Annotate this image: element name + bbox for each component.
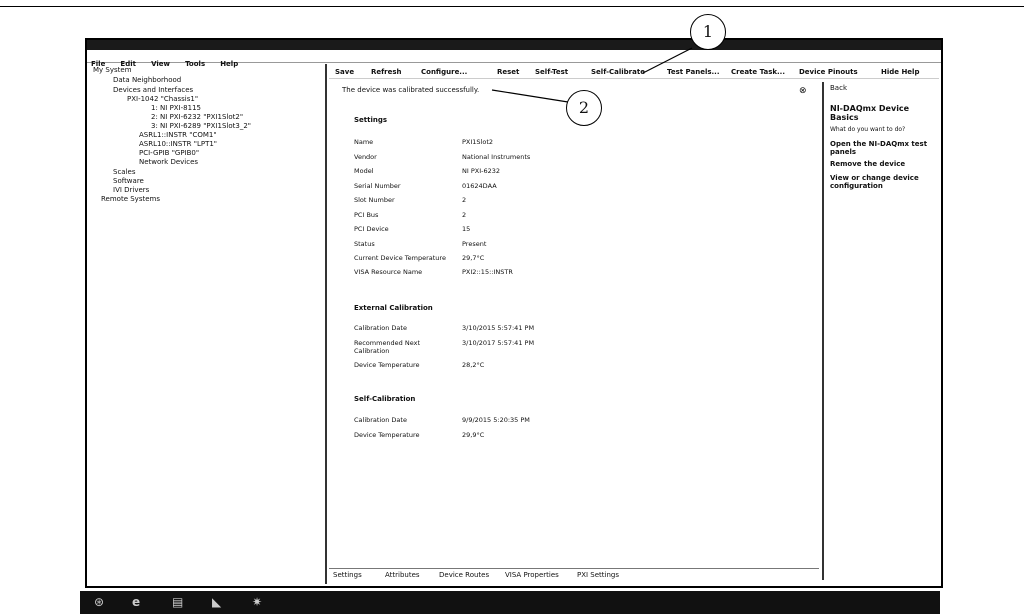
property-value: 01624DAA bbox=[462, 182, 497, 190]
calibration-success-message: The device was calibrated successfully. bbox=[342, 86, 480, 94]
tab-settings[interactable]: Settings bbox=[333, 571, 362, 579]
property-value: 15 bbox=[462, 225, 471, 233]
help-question: What do you want to do? bbox=[830, 126, 906, 133]
tree-item[interactable]: Devices and Interfaces bbox=[113, 86, 194, 94]
tree-item[interactable]: Scales bbox=[113, 168, 136, 176]
device-pinouts-button[interactable]: Device Pinouts bbox=[799, 68, 858, 76]
property-value: 3/10/2015 5:57:41 PM bbox=[462, 324, 535, 332]
start-icon[interactable]: ⊛ bbox=[94, 595, 105, 609]
property-value: PXI1Slot2 bbox=[462, 138, 494, 146]
property-value: 29,9°C bbox=[462, 431, 485, 439]
tree-item[interactable]: My System bbox=[93, 66, 132, 74]
property-label: Name bbox=[354, 138, 374, 146]
property-value: 9/9/2015 5:20:35 PM bbox=[462, 416, 530, 424]
property-label: Calibration Date bbox=[354, 324, 407, 332]
tree-item[interactable]: IVI Drivers bbox=[113, 186, 150, 194]
menu-tools[interactable]: Tools bbox=[185, 60, 206, 68]
menu-edit[interactable]: Edit bbox=[120, 60, 136, 68]
property-label: Slot Number bbox=[354, 196, 395, 204]
test-panels-button[interactable]: Test Panels... bbox=[667, 68, 720, 76]
tree-item[interactable]: 2: NI PXI-6232 "PXI1Slot2" bbox=[151, 113, 244, 121]
self-calibrate-button[interactable]: Self-Calibrate bbox=[591, 68, 645, 76]
tab-attributes[interactable]: Attributes bbox=[385, 571, 420, 579]
property-label: Model bbox=[354, 167, 374, 175]
property-label: Vendor bbox=[354, 153, 377, 161]
create-task-button[interactable]: Create Task... bbox=[731, 68, 785, 76]
property-label: Calibration Date bbox=[354, 416, 407, 424]
menu-view[interactable]: View bbox=[151, 60, 170, 68]
property-label: Device Temperature bbox=[354, 361, 420, 369]
help-link[interactable]: Open the NI-DAQmx test panels bbox=[830, 140, 928, 156]
help-title: NI-DAQmx Device Basics bbox=[830, 104, 910, 122]
property-value: National Instruments bbox=[462, 153, 531, 161]
self-test-button[interactable]: Self-Test bbox=[535, 68, 569, 76]
tree-item[interactable]: PCI-GPIB "GPIB0" bbox=[139, 149, 200, 157]
tree-item[interactable]: Software bbox=[113, 177, 144, 185]
property-value: Present bbox=[462, 240, 487, 248]
menu-help[interactable]: Help bbox=[220, 60, 239, 68]
close-icon[interactable]: ⊗ bbox=[799, 86, 807, 96]
help-back-button[interactable]: Back bbox=[830, 84, 847, 92]
property-value: 28,2°C bbox=[462, 361, 485, 369]
hide-help-button[interactable]: Hide Help bbox=[881, 68, 920, 76]
property-label: Current Device Temperature bbox=[354, 254, 446, 262]
browser-icon[interactable]: e bbox=[132, 595, 141, 609]
app-icon[interactable]: ◣ bbox=[212, 595, 222, 609]
property-value: 2 bbox=[462, 196, 467, 204]
tree-item[interactable]: 1: NI PXI-8115 bbox=[151, 104, 201, 112]
tree-item[interactable]: ASRL1::INSTR "COM1" bbox=[139, 131, 217, 139]
property-label: Device Temperature bbox=[354, 431, 420, 439]
save-button[interactable]: Save bbox=[335, 68, 355, 76]
configure-button[interactable]: Configure... bbox=[421, 68, 468, 76]
explorer-icon[interactable]: ▤ bbox=[172, 595, 184, 609]
property-label: PCI Device bbox=[354, 225, 389, 233]
property-value: 29,7°C bbox=[462, 254, 485, 262]
ni-max-icon[interactable]: ✷ bbox=[252, 595, 263, 609]
external-calibration-heading: External Calibration bbox=[354, 304, 433, 312]
tree-item[interactable]: Network Devices bbox=[139, 158, 199, 166]
property-value: NI PXI-6232 bbox=[462, 167, 501, 175]
refresh-button[interactable]: Refresh bbox=[371, 68, 402, 76]
property-label: Recommended Next Calibration bbox=[354, 339, 421, 355]
tree-item[interactable]: 3: NI PXI-6289 "PXI1Slot3_2" bbox=[151, 122, 252, 130]
tree-item[interactable]: PXI-1042 "Chassis1" bbox=[127, 95, 199, 103]
property-label: VISA Resource Name bbox=[354, 268, 423, 276]
property-label: PCI Bus bbox=[354, 211, 379, 219]
tree-item[interactable]: Remote Systems bbox=[101, 195, 160, 203]
property-label: Serial Number bbox=[354, 182, 401, 190]
property-value: 3/10/2017 5:57:41 PM bbox=[462, 339, 535, 347]
property-label: Status bbox=[354, 240, 375, 248]
menu-file[interactable]: File bbox=[91, 60, 106, 68]
property-value: 2 bbox=[462, 211, 467, 219]
tab-pxi-settings[interactable]: PXI Settings bbox=[577, 571, 620, 579]
help-link[interactable]: Remove the device bbox=[830, 160, 906, 168]
tree-item[interactable]: Data Neighborhood bbox=[113, 76, 182, 84]
self-calibration-heading: Self-Calibration bbox=[354, 395, 416, 403]
callout-1: 1 bbox=[690, 14, 726, 50]
tab-device-routes[interactable]: Device Routes bbox=[439, 571, 490, 579]
property-value: PXI2::15::INSTR bbox=[462, 268, 513, 276]
settings-heading: Settings bbox=[354, 116, 388, 124]
tab-visa-properties[interactable]: VISA Properties bbox=[505, 571, 559, 579]
help-link[interactable]: View or change device configuration bbox=[830, 174, 919, 190]
reset-button[interactable]: Reset bbox=[497, 68, 520, 76]
tree-item[interactable]: ASRL10::INSTR "LPT1" bbox=[139, 140, 218, 148]
callout-2: 2 bbox=[566, 90, 602, 126]
